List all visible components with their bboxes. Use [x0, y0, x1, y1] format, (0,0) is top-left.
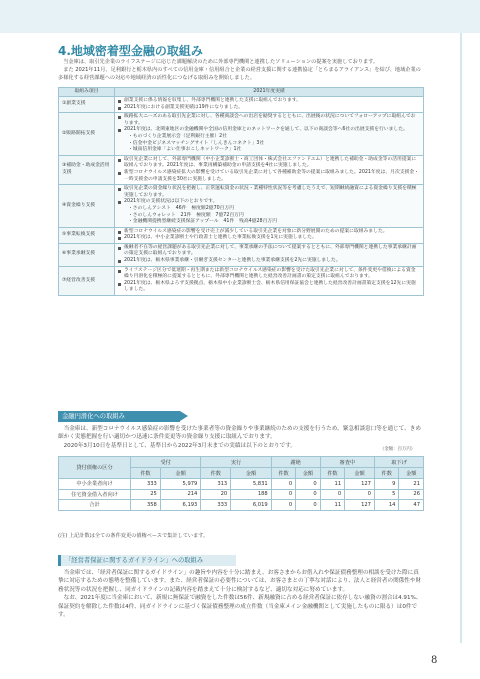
- table-cell: 127: [345, 500, 375, 511]
- table-cell: 5: [374, 489, 398, 500]
- page-number: 8: [431, 655, 438, 666]
- table-cell: 214: [160, 489, 201, 500]
- count-header: 件数: [320, 468, 344, 479]
- bullet-item: 2021年度の支援状況は以下のとおりです。: [118, 199, 420, 206]
- activity-details: [115, 185, 424, 228]
- table-cell: 358: [131, 500, 161, 511]
- guideline-section-title: 「経営者保証に関するガイドライン」への取組み: [58, 555, 236, 566]
- row-label: 中小企業者向け: [59, 479, 131, 490]
- activity-category: ①創業支援: [59, 97, 115, 113]
- body-paragraph: 2020年3月10日を基準日として、基準日から2022年3月末までの実績は以下のとおりです。: [63, 442, 296, 449]
- bullet-item: ライフステージ区分で低迷期・再生期または新型コロナウイルス感染症の影響を受けた取引先企業に対して、条件変更や借換による資金繰り円滑化を積極的に提案するとともに、外部専門機関と連携した経営改善計画書の策定支援に取組んでおります。: [118, 268, 420, 281]
- amount-header: 金額: [160, 468, 201, 479]
- table-cell: 14: [374, 500, 398, 511]
- activity-category: ⑦経営改善支援: [59, 266, 115, 295]
- count-header: 件数: [201, 468, 231, 479]
- table-cell: 0: [296, 489, 320, 500]
- bullet-item: 2021年度における創業支援実績は19件になりました。: [118, 105, 420, 112]
- activity-category: ②販路開拓支援: [59, 113, 115, 156]
- table-cell: 333: [201, 500, 231, 511]
- bullet-item: 2021年度は、中小企業診断士や行政書士と連携した事業転換支援を1先に実施しました。: [118, 235, 420, 242]
- bullet-item: 創業支援に係る情報を収集し、外部専門機関と連携した支援に取組んでおります。: [118, 98, 420, 105]
- intro-paragraph: また 2021年11月、足利銀行と栃木県内のすべての信用金庫・信用組合と企業の経営支援に関する連携協定「とちまるアライアンス」を結び、地域企業の多様化する経営課題への対応や地域経済の活性化につなげる取組みを開始しました。: [58, 67, 421, 81]
- sub-item: ・信金中金ビジネスマッチングサイト「しんきんコネクト」3社: [128, 140, 265, 146]
- table-cell: 6,019: [231, 500, 272, 511]
- intro-paragraph: 当金庫は、取引先企業のライフステージに応じた課題解決のために外部専門機関と連携したソリューションの提案を実施しております。: [63, 59, 379, 65]
- table-cell: 25: [131, 489, 161, 500]
- table-cell: 0: [271, 500, 295, 511]
- count-header: 件数: [271, 468, 295, 479]
- table-cell: 0: [296, 500, 320, 511]
- group-header: 実行: [201, 457, 271, 468]
- finance-section-body: [58, 425, 424, 450]
- count-header: 件数: [131, 468, 161, 479]
- table-cell: 26: [399, 489, 424, 500]
- table-cell: 313: [201, 479, 231, 490]
- loan-modification-table: [58, 456, 424, 511]
- table-row: [59, 266, 424, 295]
- body-paragraph: 当金庫では、「経営者保証に関するガイドライン」の趣旨や内容を十分に踏まえ、お客さまからお借入れや保証債務整理の相談を受けた際に真摯に対応するための態勢を整備しています。また、経営者保証の必要性については、お客さまとの丁寧な対話により、法人と経営者の関係性や財務状況等の状況を把握し、同ガイドラインの記載内容を踏まえて十分に検討するなど、適切な対応に努めています。: [58, 570, 422, 593]
- activity-details: [115, 243, 424, 266]
- bullet-item: 2021年度は、北関東地区の金融機関や全国の信用金庫とのネットワークを通して、以下の商談会等へ6社の出展支援を行いました。: [118, 127, 420, 134]
- group-header: 審査中: [320, 457, 374, 468]
- table-cell: 5,831: [231, 479, 272, 490]
- section-intro: [58, 58, 426, 82]
- activity-details: [115, 97, 424, 113]
- table-row: [59, 489, 424, 500]
- table-cell: 188: [231, 489, 272, 500]
- activities-table: [58, 87, 424, 296]
- table-cell: 333: [131, 479, 161, 490]
- amount-header: 金額: [345, 468, 375, 479]
- amount-header: 金額: [399, 468, 424, 479]
- sub-item: ・さのしんウォレット 21件 極度額 7億72百万円: [128, 212, 244, 218]
- group-header: 取下げ: [374, 457, 423, 468]
- body-paragraph: 当金庫は、新型コロナウイルス感染症の影響を受けた事業者等の資金繰りや事業継続のための支援を行うため、緊急相談窓口等を通じて、きめ細かく実態把握を行い適切かつ迅速に条件変更等の資金繰り支援に取組んでおります。: [58, 426, 421, 441]
- table-row: [59, 97, 424, 113]
- amount-header: 金額: [296, 468, 320, 479]
- page-side-rule: [460, 33, 462, 643]
- bullet-item: 2021年度は、栃木県よろず支援拠点、栃木県中小企業診断士会、栃木県信用保証協会と連携した経営改善計画書策定支援を12先に実施しました。: [118, 281, 420, 294]
- activity-category: ⑥事業承継支援: [59, 243, 115, 266]
- group-header: 謝絶: [271, 457, 320, 468]
- table-row: [59, 479, 424, 490]
- sub-item: ・城南信用金庫「よい仕事おこしネットワーク」1社: [128, 147, 242, 153]
- table-cell: 47: [399, 500, 424, 511]
- table-note: (注) 上記計数は全ての条件変更の債権ベースで集計しています。: [58, 533, 209, 539]
- bullet-item: 2021年度は、栃木県事業承継・引継ぎ支援センターと連携した事業承継支援を2先に実施しました。: [118, 258, 420, 265]
- table-row: [59, 185, 424, 228]
- table-row: [59, 227, 424, 243]
- finance-section-title: 金融円滑化への取組み: [58, 411, 180, 422]
- table-cell: 0: [296, 479, 320, 490]
- header-band: [0, 0, 480, 33]
- table-cell: 11: [320, 500, 344, 511]
- row-label: 住宅資金借入者向け: [59, 489, 131, 500]
- bullet-item: 取引先企業の資金繰り状況を把握し、正常運転資金の状況・業種特性状況等を考慮したうえで、短期継続融資による資金繰り支援を積極実施しております。: [118, 186, 420, 199]
- table-cell: 9: [374, 479, 398, 490]
- table-header: 2021年度実績: [115, 88, 424, 97]
- table-cell: 0: [271, 489, 295, 500]
- sub-item: ・ものづくり企業展示会（足利銀行主催）2社: [128, 133, 227, 139]
- table-cell: 6,193: [160, 500, 201, 511]
- table-row: [59, 155, 424, 184]
- activity-details: [115, 266, 424, 295]
- activity-details: [115, 113, 424, 156]
- table-cell: 21: [399, 479, 424, 490]
- table-cell: 0: [345, 489, 375, 500]
- count-header: 件数: [374, 468, 398, 479]
- table-row: [59, 500, 424, 511]
- activity-details: [115, 155, 424, 184]
- table-cell: 5,979: [160, 479, 201, 490]
- table-cell: 127: [345, 479, 375, 490]
- sub-item: ・さのしんアシスト 46件 極度額2億70百万円: [128, 205, 235, 211]
- activity-details: [115, 227, 424, 243]
- table-row: [59, 113, 424, 156]
- activity-category: ④資金繰り支援: [59, 185, 115, 228]
- table-cell: 0: [271, 479, 295, 490]
- guideline-section-body: [58, 569, 424, 619]
- body-paragraph: なお、2021年度に当金庫において、新規に無保証で融資をした件数は56件、新規融資に占める経営者保証に依存しない融資の割合は4.91%、保証契約を解除した件数は4件、同ガイドラインに基づく保証債務整理の成立件数（当金庫メイン金融機関として実施したものに限る）は0件です。: [58, 595, 422, 619]
- row-label: 合計: [59, 500, 131, 511]
- table-cell: 20: [201, 489, 231, 500]
- bullet-item: 販路拡大ニーズのある取引先企業に対し、各種商談会への出店を勧奨するとともに、出展後の状況についてフォローアップに取組んでおります。: [118, 114, 420, 127]
- group-header: 受付: [131, 457, 201, 468]
- bullet-item: 新型コロナウイルス感染症の影響を受け売上が減少している取引先企業を対象に新分野展開のための提案に取組みました。: [118, 229, 420, 236]
- activity-category: ③補助金・助成金活用支援: [59, 155, 115, 184]
- bullet-item: 取引先企業に対して、外部専門機関（中小企業診断士・商工団体・株式会社エファンドエム）と連携した補助金・助成金等の活用提案に取組んでおります。2021年度は、事業再構築補助金の申請支援を4社に実施しました。: [118, 157, 420, 170]
- table-cell: 11: [320, 479, 344, 490]
- activity-category: ⑤事業転換支援: [59, 227, 115, 243]
- table-cell: 0: [320, 489, 344, 500]
- sub-item: ・金融機関提携型継続支援保証アップール 41件 残高4億28百万円: [128, 219, 277, 225]
- unit-label: （金額：百万円）: [380, 447, 416, 452]
- bullet-item: 後継者不在等の経営課題がある取引先企業に対して、事業承継の手法について提案するとともに、外部専門機関と連携した事業承継計画の策定支援に取組んでおります。: [118, 245, 420, 258]
- bullet-item: 新型コロナウイルス感染症拡大の影響を受けている取引先企業に対して各種補助金等の提案に取組みました。2021年度は、月次支援金・一時支援金の申請支援を30社に実施しました。: [118, 170, 420, 183]
- amount-header: 金額: [231, 468, 272, 479]
- table-header: 取組み項目: [59, 88, 115, 97]
- section-title: 4.地域密着型金融の取組み: [58, 44, 203, 58]
- table-row: [59, 243, 424, 266]
- row-header: 貸付債権の区分: [59, 457, 131, 479]
